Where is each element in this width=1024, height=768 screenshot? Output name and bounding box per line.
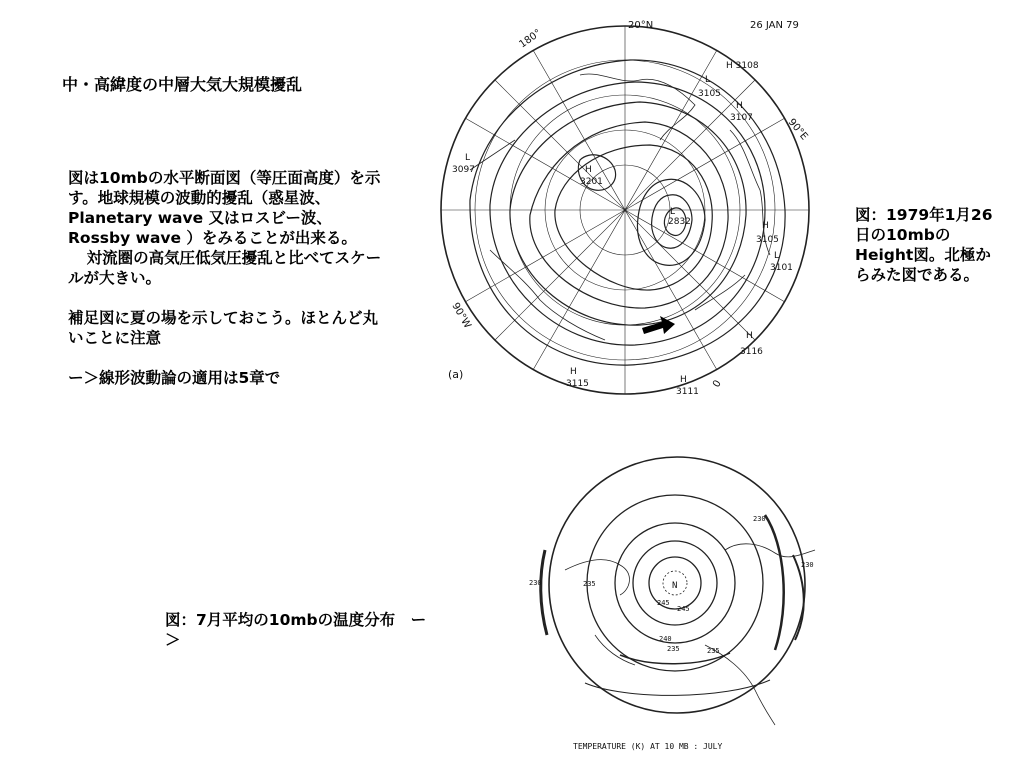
contour-label: 235 bbox=[667, 645, 680, 653]
body-paragraph-2: 対流圏の高気圧低気圧擾乱と比べてスケールが大きい。 bbox=[68, 249, 382, 287]
high-value: 3107 bbox=[730, 113, 753, 123]
slide-title: 中・高緯度の中層大気大規模擾乱 bbox=[62, 75, 303, 94]
low-marker: L bbox=[774, 251, 780, 261]
coastlines bbox=[565, 544, 815, 725]
low-value: 3101 bbox=[770, 263, 793, 273]
high-marker: H bbox=[680, 375, 687, 385]
contour-label: 240 bbox=[659, 635, 672, 643]
high-value: 3111 bbox=[676, 387, 699, 397]
contour-label: 235 bbox=[583, 580, 596, 588]
lat-label: 20°N bbox=[628, 20, 654, 31]
contour-label: 235 bbox=[707, 647, 720, 655]
high-value: 3115 bbox=[566, 379, 589, 389]
high-marker: H bbox=[746, 331, 753, 341]
lon-label-90e: 90°E bbox=[785, 116, 810, 143]
contour-label: 245 bbox=[657, 599, 670, 607]
contour-label: 230 bbox=[753, 515, 766, 523]
temperature-map-figure bbox=[525, 455, 835, 755]
low-value: 3105 bbox=[698, 89, 721, 99]
temperature-contours bbox=[541, 495, 804, 695]
body-paragraph-4: ー＞線形波動論の適用は5章で bbox=[68, 369, 281, 387]
body-text bbox=[68, 168, 384, 388]
contour-label: 245 bbox=[677, 605, 690, 613]
body-paragraph-3: 補足図に夏の場を示しておこう。ほとんど丸いことに注意 bbox=[68, 309, 379, 347]
low-marker: L bbox=[670, 207, 676, 217]
figure-caption-height-map: 図：1979年1月26日の10mbのHeight図。北極からみた図である。 bbox=[855, 206, 993, 284]
high-value: 3116 bbox=[740, 347, 763, 357]
pole-label: N bbox=[672, 581, 678, 591]
panel-label: (a) bbox=[448, 368, 464, 381]
high-marker: H bbox=[762, 221, 769, 231]
lon-label-90w: 90°W bbox=[449, 301, 473, 331]
map-footer-caption: TEMPERATURE (K) AT 10 MB : JULY bbox=[573, 742, 723, 751]
lon-label-0: 0 bbox=[711, 378, 724, 390]
low-marker: L bbox=[705, 75, 711, 85]
high-value: 3201 bbox=[580, 177, 603, 187]
low-value: 2832 bbox=[668, 217, 691, 227]
lon-label-180: 180° bbox=[517, 27, 544, 51]
map-date: 26 JAN 79 bbox=[750, 20, 799, 31]
high-marker: H bbox=[736, 101, 743, 111]
height-map-figure bbox=[430, 10, 830, 405]
contour-label: 230 bbox=[529, 579, 542, 587]
low-value: 3097 bbox=[452, 165, 475, 175]
low-marker: L bbox=[465, 153, 471, 163]
contour-label: 230 bbox=[801, 561, 814, 569]
body-paragraph-1: 図は10mbの水平断面図（等圧面高度）を示す。地球規模の波動的擾乱（惑星波、Planetary wave 又はロスビー波、Rossby wave ）をみることが出来る。 bbox=[68, 169, 381, 247]
high-marker: H 3108 bbox=[726, 61, 759, 71]
high-marker: H bbox=[570, 367, 577, 377]
longitude-grid bbox=[441, 26, 809, 394]
high-marker: H bbox=[585, 165, 592, 175]
figure-caption-temperature-map: 図：7月平均の10mbの温度分布 ー＞ bbox=[165, 611, 427, 649]
high-value: 3105 bbox=[756, 235, 779, 245]
